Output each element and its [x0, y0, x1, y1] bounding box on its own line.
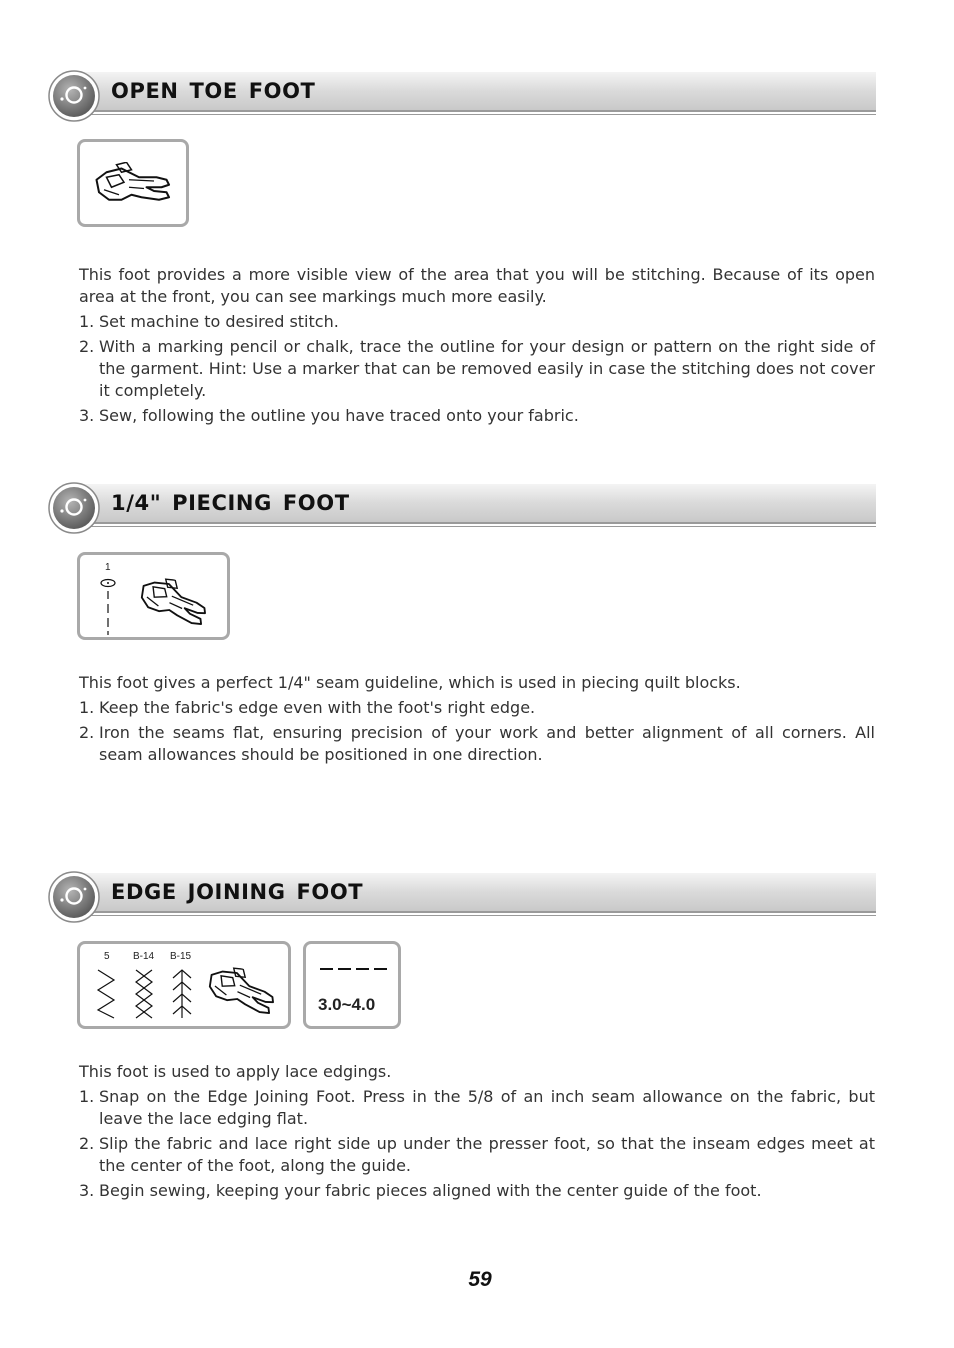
- header-rule: [80, 526, 876, 527]
- section-header-open-toe: [50, 72, 876, 124]
- dashed-stitch-icon: [320, 966, 390, 972]
- header-rule: [80, 915, 876, 916]
- list-item: 3. Sew, following the outline you have traced onto your fabric.: [79, 406, 579, 425]
- steps-list: [79, 1086, 875, 1202]
- straight-stitch-icon: [98, 577, 118, 635]
- section-title: OPEN TOE FOOT: [111, 79, 316, 103]
- presser-foot-icon: [133, 570, 216, 633]
- stitch-number-label: B-14: [133, 951, 155, 962]
- list-item: 1. Snap on the Edge Joining Foot. Press in the 5/8 of an inch seam allowance on the fabric, but leave the lace edging flat.: [79, 1087, 875, 1128]
- section-header-piecing: [50, 484, 876, 536]
- open-toe-foot-box: [77, 139, 189, 227]
- edge-joining-stitch-box: [77, 941, 291, 1029]
- intro-paragraph: This foot gives a perfect 1/4" seam guideline, which is used in piecing quilt blocks.: [79, 673, 741, 692]
- list-item: 2. Iron the seams flat, ensuring precision of your work and better alignment of all corners. All seam allowances should be positioned in one direction.: [79, 723, 875, 764]
- header-rule: [80, 114, 876, 115]
- piecing-foot-box: [77, 552, 230, 640]
- section-badge-icon: [48, 482, 100, 534]
- feather-stitch-icon: [171, 968, 193, 1020]
- list-item: 1. Keep the fabric's edge even with the foot's right edge.: [79, 698, 536, 717]
- open-toe-text: [79, 264, 875, 430]
- intro-paragraph: This foot is used to apply lace edgings.: [79, 1062, 392, 1081]
- list-item: 2. With a marking pencil or chalk, trace the outline for your design or pattern on the right side of the garment. Hint: Use a marker that can be removed easily in case the stitching does not cover it completely.: [79, 337, 875, 400]
- edge-joining-text: [79, 1061, 875, 1205]
- section-header-edge-joining: [50, 873, 876, 925]
- stitch-number-label: 5: [104, 951, 110, 962]
- presser-foot-icon: [201, 959, 284, 1022]
- steps-list: [79, 311, 875, 427]
- cross-stitch-icon: [134, 968, 156, 1020]
- intro-paragraph: This foot provides a more visible view of the area that you will be stitching. Because of its open area at the front, you can see markings much more easily.: [79, 265, 875, 306]
- presser-foot-icon: [94, 162, 174, 205]
- section-badge-icon: [48, 70, 100, 122]
- section-title: 1/4" PIECING FOOT: [111, 491, 350, 515]
- section-badge-icon: [48, 871, 100, 923]
- list-item: 3. Begin sewing, keeping your fabric pieces aligned with the center guide of the foot.: [79, 1181, 762, 1200]
- list-item: 2. Slip the fabric and lace right side up under the presser foot, so that the inseam edges meet at the center of the foot, along the guide.: [79, 1134, 875, 1175]
- steps-list: [79, 697, 875, 766]
- section-title: EDGE JOINING FOOT: [111, 880, 364, 904]
- stitch-length-value: 3.0~4.0: [318, 995, 376, 1014]
- piecing-text: [79, 672, 875, 769]
- stitch-number-label: B-15: [170, 951, 192, 962]
- stitch-length-box: [303, 941, 401, 1029]
- list-item: 1. Set machine to desired stitch.: [79, 312, 339, 331]
- page-number: 59: [468, 1268, 492, 1291]
- stitch-number-label: 1: [105, 562, 111, 573]
- zigzag-stitch-icon: [96, 968, 118, 1020]
